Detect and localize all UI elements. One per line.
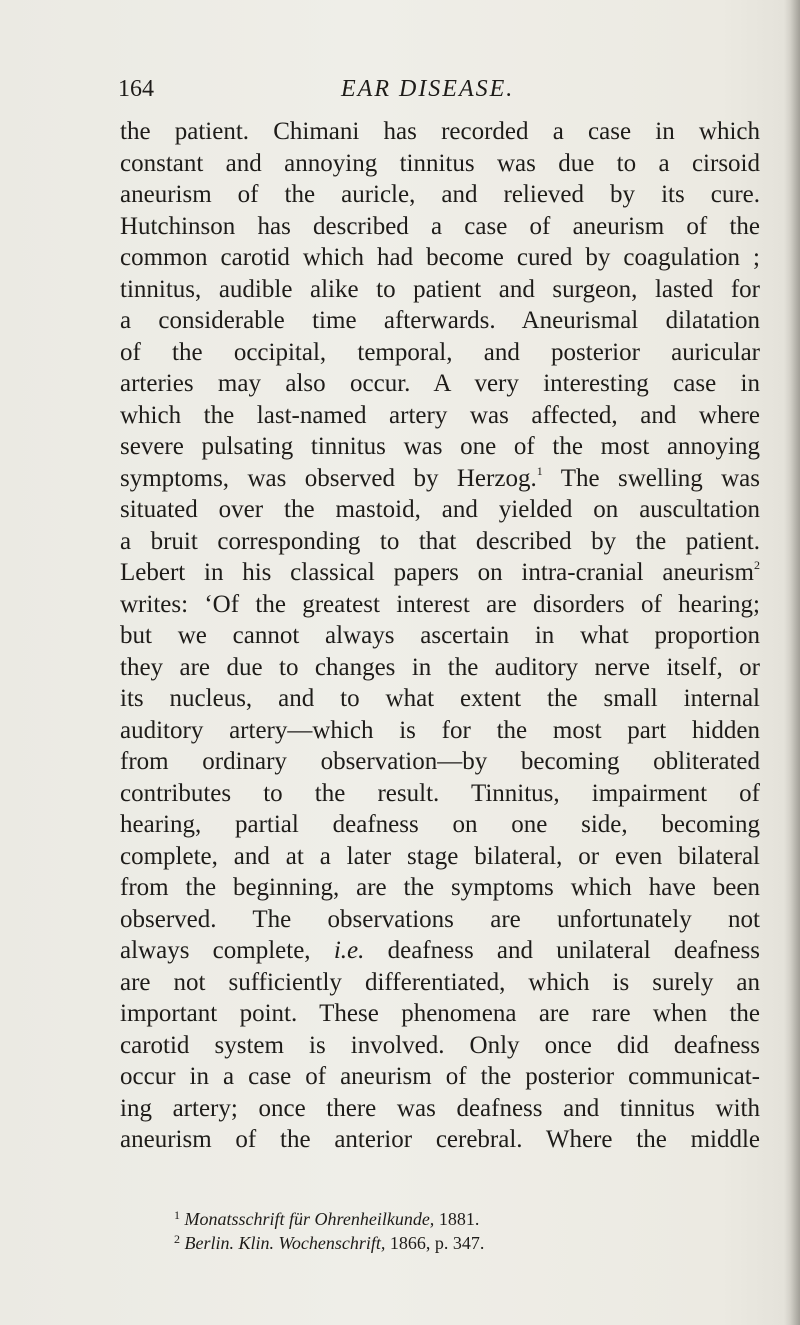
text-line: aneurism of the anterior cerebral. Where the middle [120, 1126, 760, 1153]
text-segment: deafness and unilateral deafness [387, 937, 760, 964]
text-segment: The swelling was [560, 464, 760, 492]
text-line: hearing, partial deafness on one side, becoming [120, 811, 760, 838]
text-line: observed. The observations are unfortunately not [120, 905, 760, 933]
text-line: important point. These phenomena are rare when the [120, 1000, 760, 1027]
text-line: the patient. Chimani has recorded a case in which [120, 118, 760, 145]
text-line: a bruit corresponding to that described by the patient. [120, 527, 760, 555]
text-line: they are due to changes in the auditory nerve itself, or [120, 653, 760, 681]
page-number: 164 [118, 76, 154, 102]
text-line: common carotid which had become cured by coagulation ; [120, 244, 760, 271]
footnote-source-detail: 1866, p. 347. [389, 1233, 485, 1253]
text-line-lebert [120, 557, 760, 589]
text-line: tinnitus, audible alike to patient and surgeon, lasted for [120, 275, 760, 303]
text-line: a considerable time afterwards. Aneurismal dilatation [120, 307, 760, 334]
text-line: aneurism of the auricle, and relieved by its cure. [120, 181, 760, 208]
footnote-source-detail: 1881. [438, 1209, 480, 1229]
text-line: constant and annoying tinnitus was due to a cirsoid [120, 149, 760, 177]
footnote-source-title: Berlin. Klin. Wochenschrift, [184, 1233, 386, 1253]
text-line: its nucleus, and to what extent the small internal [120, 685, 760, 712]
text-line: contributes to the result. Tinnitus, impairment of [120, 779, 760, 807]
text-line: carotid system is involved. Only once did deafness [120, 1031, 760, 1059]
text-line-herzog [120, 463, 760, 495]
footnote-mark: 1 [174, 1208, 180, 1222]
text-line: from the beginning, are the symptoms which have been [120, 874, 760, 901]
footnote-2 [120, 1231, 760, 1255]
text-line: complete, and at a later stage bilateral, or even bilateral [120, 842, 760, 870]
footnote-ref-2[interactable]: 2 [754, 558, 760, 572]
italic-abbreviation: i.e. [333, 937, 365, 964]
text-segment: always complete, [120, 937, 311, 964]
footnote-1 [120, 1207, 760, 1231]
text-line: severe pulsating tinnitus was one of the most annoying [120, 433, 760, 460]
text-line-ie [120, 935, 760, 967]
footnote-source-title: Monatsschrift für Ohrenheilkunde, [184, 1209, 435, 1229]
footnotes [120, 1207, 760, 1255]
text-line: arteries may also occur. A very interesting case in [120, 370, 760, 397]
text-line: situated over the mastoid, and yielded on auscultation [120, 496, 760, 523]
running-head [118, 74, 758, 114]
text-line: auditory artery—which is for the most part hidden [120, 716, 760, 744]
text-line: from ordinary observation—by becoming obliterated [120, 748, 760, 775]
text-line: Hutchinson has described a case of aneurism of the [120, 212, 760, 240]
text-line: which the last-named artery was affected, and where [120, 401, 760, 429]
running-title: EAR DISEASE. [341, 76, 515, 102]
body-text [120, 116, 760, 1156]
text-line: are not sufficiently differentiated, which is surely an [120, 968, 760, 996]
text-segment: symptoms, was observed by Herzog. [120, 464, 537, 492]
footnote-mark: 2 [174, 1232, 180, 1246]
text-line: ing artery; once there was deafness and tinnitus with [120, 1094, 760, 1122]
text-line: of the occipital, temporal, and posterior auricular [120, 338, 760, 366]
page-edge-shadow [784, 0, 800, 1325]
text-line: occur in a case of aneurism of the posterior communicat- [120, 1063, 760, 1090]
text-line: writes: ‘Of the greatest interest are disorders of hearing; [120, 590, 760, 618]
text-segment: Lebert in his classical papers on intra-cranial aneurism [120, 559, 754, 586]
footnote-ref-1[interactable]: 1 [536, 463, 543, 478]
text-line: but we cannot always ascertain in what proportion [120, 622, 760, 649]
